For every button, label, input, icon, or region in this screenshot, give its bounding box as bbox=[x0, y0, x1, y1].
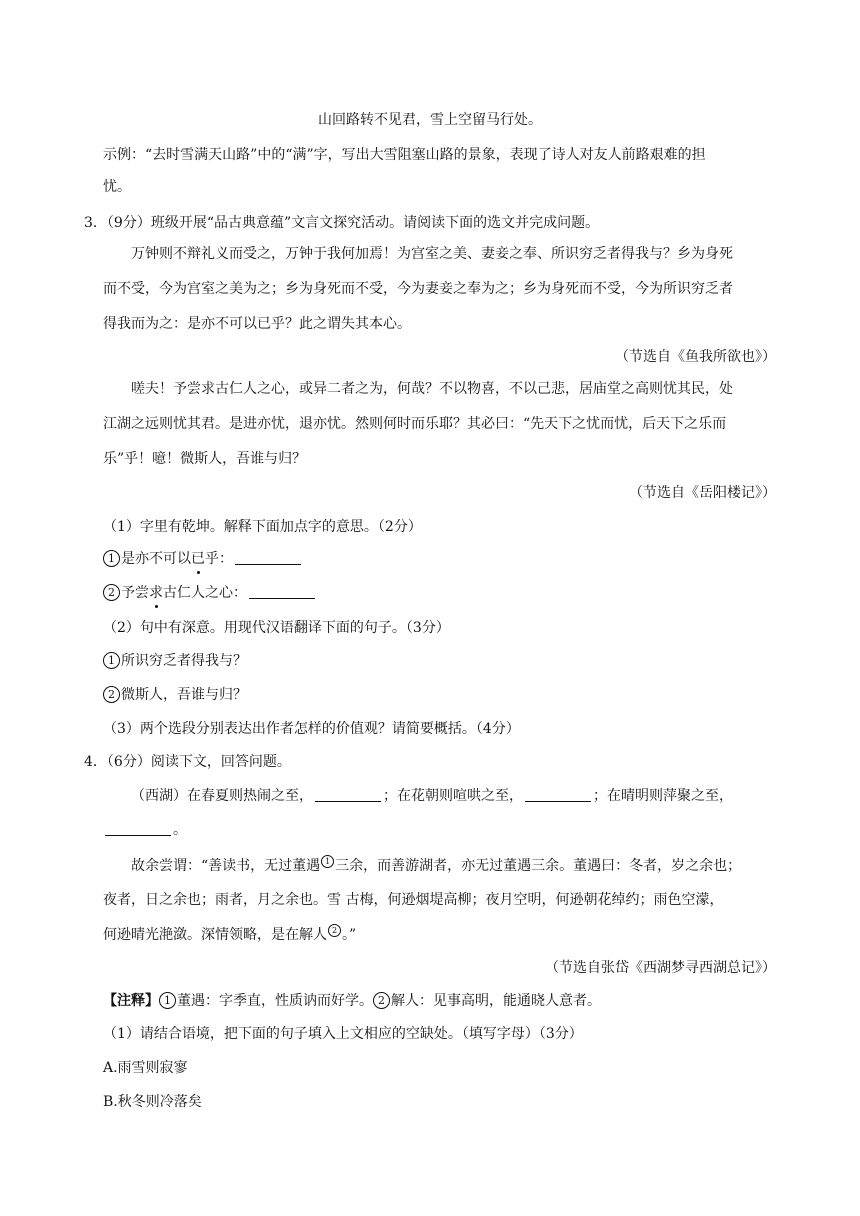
passage-text: 。” bbox=[342, 927, 357, 943]
answer-blank[interactable] bbox=[235, 550, 301, 565]
q4-passage2-line1 bbox=[131, 855, 741, 876]
footnote-marker: 1 bbox=[321, 855, 334, 868]
q4-passage2-line3 bbox=[103, 924, 356, 945]
passage-text: 何逊晴光滟潋。深情领略，是在解人 bbox=[103, 927, 327, 943]
passage-text: 。 bbox=[173, 822, 187, 838]
circled-number: 2 bbox=[373, 992, 390, 1009]
q3-passage2-line1: 嗟夫！予尝求古仁人之心，或异二者之为，何哉？不以物喜，不以己悲，居庙堂之高则忧其民，处 bbox=[131, 381, 733, 397]
q4-header: 4．（6分）阅读下文，回答问题。 bbox=[84, 754, 291, 770]
passage-text: 故余尝谓：“善读书，无过董遇 bbox=[131, 858, 321, 874]
q3-source1: （节选自《鱼我所欲也》） bbox=[615, 349, 776, 365]
q3-passage2-line2: 江湖之远则忧其君。是进亦忧，退亦忧。然则何时而乐耶？其必曰：“先天下之忧而忧，后天下之乐而 bbox=[103, 416, 727, 432]
example-line-2: 忧。 bbox=[103, 179, 131, 195]
q3-sub2-item-a bbox=[103, 651, 247, 671]
q3-sub2-item-b bbox=[103, 685, 247, 705]
circled-number: 1 bbox=[103, 652, 120, 669]
q4-sub1: （1）请结合语境，把下面的句子填入上文相应的空缺处。（填写字母）（3分） bbox=[103, 1026, 583, 1042]
q3-sub3: （3）两个选段分别表达出作者怎样的价值观？请简要概括。（4分） bbox=[103, 721, 520, 737]
passage-text: 三余，而善游湖者，亦无过董遇三余。董遇曰：冬者，岁之余也； bbox=[335, 858, 742, 874]
q4-passage-line1 bbox=[131, 786, 733, 806]
q3-passage1-line1: 万钟则不辩礼义而受之，万钟于我何加焉！为宫室之美、妻妾之奉、所识穷乏者得我与？乡为身死 bbox=[131, 246, 733, 262]
footnote-marker: 2 bbox=[328, 924, 341, 937]
q4-passage2-line2: 夜者，日之余也；雨者，月之余也。雪 古梅，何逊烟堤高柳；夜月空明，何逊朝花绰约；雨色空濛， bbox=[103, 892, 724, 908]
item-text: 予尝 bbox=[121, 585, 149, 601]
q3-sub1: （1）字里有乾坤。解释下面加点字的意思。（2分） bbox=[103, 519, 422, 535]
q3-passage2-line3: 乐”乎！噫！微斯人，吾谁与归？ bbox=[103, 451, 307, 467]
circled-number: 1 bbox=[103, 550, 120, 567]
dotted-char: 求 bbox=[149, 585, 163, 601]
circled-number: 2 bbox=[103, 686, 120, 703]
q3-sub2: （2）句中有深意。用现代汉语翻译下面的句子。（3分） bbox=[103, 620, 450, 636]
item-text: 是亦不可以 bbox=[121, 551, 191, 567]
q4-option-b: B.秋冬则冷落矣 bbox=[103, 1094, 202, 1110]
answer-blank[interactable] bbox=[105, 821, 171, 836]
poem-line: 山回路转不见君，雪上空留马行处。 bbox=[318, 112, 542, 128]
circled-number: 2 bbox=[103, 584, 120, 601]
answer-blank[interactable] bbox=[249, 584, 315, 599]
dotted-char: 已 bbox=[191, 551, 205, 567]
passage-text: （西湖）在春夏则热闹之至， bbox=[131, 788, 313, 804]
q3-sub1-item-a bbox=[103, 549, 303, 569]
note-text: 解人：见事高明，能通晓人意者。 bbox=[391, 993, 601, 1009]
q3-header: 3．（9分）班级开展“品古典意蕴”文言文探究活动。请阅读下面的选文并完成问题。 bbox=[84, 215, 600, 231]
q4-passage-line2 bbox=[103, 820, 187, 840]
q4-notes bbox=[103, 991, 601, 1011]
q4-option-a: A.雨雪则寂寥 bbox=[103, 1060, 188, 1076]
q3-passage1-line2: 而不受，今为宫室之美为之；乡为身死而不受，今为妻妾之奉为之；乡为身死而不受，今为所识穷乏者 bbox=[103, 281, 733, 297]
example-line-1: 示例：“去时雪满天山路”中的“满”字，写出大雪阻塞山路的景象，表现了诗人对友人前路艰难的担 bbox=[103, 147, 706, 163]
item-text: 微斯人，吾谁与归？ bbox=[121, 687, 247, 703]
q3-sub1-item-b bbox=[103, 583, 317, 603]
q3-source2: （节选自《岳阳楼记》） bbox=[629, 485, 776, 501]
item-text: 古仁人之心： bbox=[163, 585, 247, 601]
passage-text: ；在花朝则喧哄之至， bbox=[383, 788, 523, 804]
answer-blank[interactable] bbox=[525, 787, 591, 802]
note-text: 董遇：字季直，性质讷而好学。 bbox=[177, 993, 373, 1009]
circled-number: 1 bbox=[159, 992, 176, 1009]
q4-source: （节选自张岱《西湖梦寻西湖总记》） bbox=[545, 960, 776, 976]
note-label: 【注释】 bbox=[103, 993, 159, 1009]
passage-text: ；在晴明则萍聚之至， bbox=[593, 788, 733, 804]
answer-blank[interactable] bbox=[315, 787, 381, 802]
item-text: 所识穷乏者得我与？ bbox=[121, 653, 247, 669]
q3-passage1-line3: 得我而为之：是亦不可以已乎？此之谓失其本心。 bbox=[103, 316, 411, 332]
item-text: 乎： bbox=[205, 551, 233, 567]
